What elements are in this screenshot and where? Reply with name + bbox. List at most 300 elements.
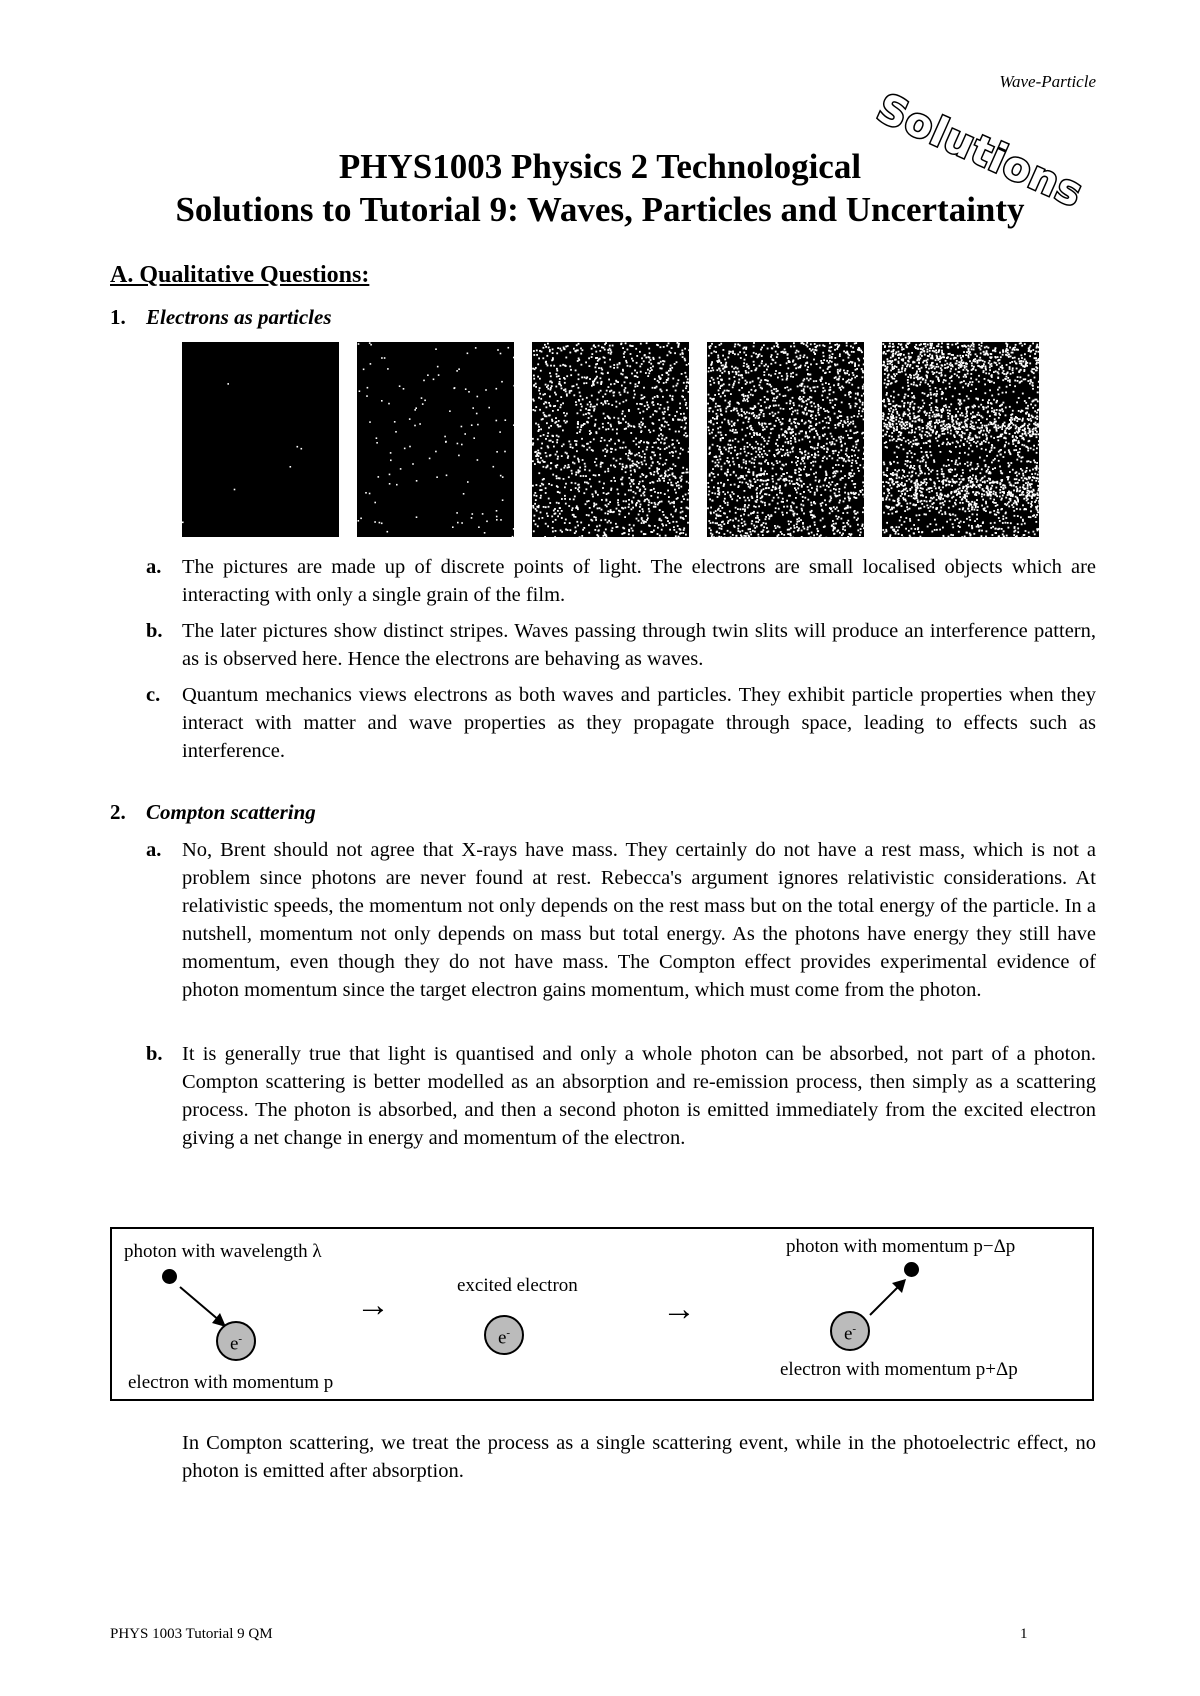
film-speck — [735, 373, 737, 375]
film-speck — [823, 485, 825, 487]
film-speck — [374, 502, 376, 504]
film-speck — [1028, 349, 1030, 351]
film-speck — [729, 447, 731, 449]
film-speck — [1015, 425, 1017, 427]
film-speck — [944, 364, 946, 366]
film-speck — [536, 354, 538, 356]
film-speck — [598, 392, 600, 394]
film-speck — [775, 473, 777, 475]
film-speck — [682, 352, 684, 354]
film-speck — [835, 427, 837, 429]
film-speck — [632, 463, 634, 465]
film-speck — [896, 426, 898, 428]
film-speck — [729, 494, 731, 496]
film-speck — [552, 348, 554, 350]
film-speck — [744, 446, 746, 448]
film-speck — [803, 505, 805, 507]
film-speck — [616, 433, 618, 435]
film-speck — [892, 472, 894, 474]
film-speck — [636, 372, 638, 374]
film-speck — [738, 379, 740, 381]
film-speck — [844, 508, 846, 510]
film-speck — [991, 374, 993, 376]
film-speck — [602, 396, 604, 398]
film-speck — [610, 366, 612, 368]
film-speck — [992, 534, 994, 536]
film-speck — [733, 463, 735, 465]
film-speck — [672, 455, 674, 457]
film-speck — [855, 460, 857, 462]
film-speck — [987, 406, 989, 408]
film-speck — [828, 416, 830, 418]
film-speck — [734, 381, 736, 383]
film-speck — [639, 510, 641, 512]
film-speck — [589, 413, 591, 415]
film-speck — [759, 409, 761, 411]
film-speck — [633, 440, 635, 442]
film-speck — [792, 431, 794, 433]
film-speck — [578, 487, 580, 489]
film-speck — [1030, 503, 1032, 505]
film-speck — [818, 414, 820, 416]
film-speck — [624, 494, 626, 496]
film-speck — [720, 432, 722, 434]
film-speck — [606, 400, 608, 402]
film-speck — [905, 413, 907, 415]
film-speck — [374, 521, 376, 523]
film-speck — [882, 435, 884, 437]
film-speck — [563, 478, 565, 480]
film-speck — [892, 351, 894, 353]
film-speck — [632, 460, 634, 462]
film-speck — [925, 478, 927, 480]
film-speck — [665, 516, 667, 518]
film-speck — [844, 421, 846, 423]
film-speck — [764, 401, 766, 403]
film-speck — [1026, 497, 1028, 499]
film-speck — [564, 378, 566, 380]
film-speck — [775, 443, 777, 445]
film-speck — [600, 464, 602, 466]
film-speck — [673, 526, 675, 528]
film-speck — [661, 501, 663, 503]
film-speck — [743, 459, 745, 461]
film-speck — [633, 491, 635, 493]
film-speck — [716, 515, 718, 517]
film-speck — [986, 455, 988, 457]
film-speck — [674, 363, 676, 365]
film-speck — [540, 485, 542, 487]
film-speck — [998, 373, 1000, 375]
film-speck — [790, 507, 792, 509]
film-speck — [678, 442, 680, 444]
film-speck — [1005, 351, 1007, 353]
film-speck — [936, 421, 938, 423]
film-speck — [994, 514, 996, 516]
film-speck — [803, 388, 805, 390]
film-speck — [538, 426, 540, 428]
film-speck — [790, 400, 792, 402]
film-speck — [610, 353, 612, 355]
film-speck — [942, 527, 944, 529]
film-speck — [972, 411, 974, 413]
film-speck — [1008, 451, 1010, 453]
film-speck — [905, 460, 907, 462]
film-speck — [746, 475, 748, 477]
film-speck — [1018, 397, 1020, 399]
film-speck — [535, 383, 537, 385]
film-speck — [840, 441, 842, 443]
film-speck — [814, 503, 816, 505]
film-speck — [936, 390, 938, 392]
film-speck — [713, 486, 715, 488]
film-speck — [688, 482, 689, 484]
film-speck — [633, 497, 635, 499]
film-speck — [909, 416, 911, 418]
film-speck — [596, 357, 598, 359]
film-speck — [734, 346, 736, 348]
film-speck — [607, 522, 609, 524]
film-speck — [774, 455, 776, 457]
film-speck — [805, 432, 807, 434]
film-speck — [925, 364, 927, 366]
film-speck — [465, 388, 467, 390]
film-speck — [760, 379, 762, 381]
film-speck — [556, 435, 558, 437]
film-speck — [831, 458, 833, 460]
film-speck — [792, 435, 794, 437]
film-speck — [556, 477, 558, 479]
film-speck — [781, 512, 783, 514]
film-speck — [643, 441, 645, 443]
film-speck — [972, 368, 974, 370]
film-speck — [591, 353, 593, 355]
film-speck — [1037, 485, 1039, 487]
film-speck — [550, 365, 552, 367]
film-speck — [719, 387, 721, 389]
film-speck — [594, 425, 596, 427]
film-speck — [796, 356, 798, 358]
film-speck — [680, 517, 682, 519]
film-speck — [635, 348, 637, 350]
film-speck — [404, 448, 406, 450]
film-speck — [535, 508, 537, 510]
film-speck — [610, 424, 612, 426]
film-speck — [852, 372, 854, 374]
film-speck — [788, 480, 790, 482]
film-speck — [711, 500, 713, 502]
film-speck — [904, 463, 906, 465]
film-speck — [825, 382, 827, 384]
film-speck — [585, 503, 587, 505]
film-speck — [1035, 516, 1037, 518]
film-speck — [977, 465, 979, 467]
film-speck — [662, 464, 664, 466]
film-speck — [585, 362, 587, 364]
film-speck — [907, 395, 909, 397]
film-speck — [628, 452, 630, 454]
film-speck — [848, 498, 850, 500]
film-speck — [556, 442, 558, 444]
film-speck — [760, 448, 762, 450]
film-speck — [750, 534, 752, 536]
film-speck — [975, 475, 977, 477]
film-speck — [623, 442, 625, 444]
film-speck — [601, 369, 603, 371]
film-speck — [851, 469, 853, 471]
film-speck — [972, 474, 974, 476]
film-speck — [849, 525, 851, 527]
film-speck — [802, 439, 804, 441]
film-speck — [945, 360, 947, 362]
film-speck — [813, 473, 815, 475]
film-speck — [760, 473, 762, 475]
film-speck — [607, 468, 609, 470]
film-speck — [845, 453, 847, 455]
film-speck — [981, 493, 983, 495]
film-speck — [921, 492, 923, 494]
film-speck — [788, 520, 790, 522]
film-speck — [610, 480, 612, 482]
film-speck — [436, 476, 438, 478]
film-speck — [598, 474, 600, 476]
film-speck — [968, 448, 970, 450]
film-speck — [1015, 428, 1017, 430]
film-speck — [908, 353, 910, 355]
film-speck — [745, 417, 747, 419]
film-speck — [742, 439, 744, 441]
film-speck — [978, 493, 980, 495]
film-speck — [986, 471, 988, 473]
film-speck — [576, 505, 578, 507]
film-speck — [719, 344, 721, 346]
film-speck — [796, 513, 798, 515]
film-speck — [724, 390, 726, 392]
film-speck — [993, 399, 995, 401]
film-speck — [605, 393, 607, 395]
film-speck — [661, 529, 663, 531]
film-speck — [654, 378, 656, 380]
film-speck — [578, 490, 580, 492]
film-speck — [831, 441, 833, 443]
film-speck — [679, 403, 681, 405]
film-speck — [599, 525, 601, 527]
film-speck — [790, 346, 792, 348]
film-speck — [543, 403, 545, 405]
film-speck — [891, 351, 893, 353]
film-speck — [940, 510, 942, 512]
film-speck — [597, 382, 599, 384]
film-speck — [996, 495, 998, 497]
film-speck — [657, 461, 659, 463]
film-speck — [620, 394, 622, 396]
film-speck — [622, 527, 624, 529]
film-speck — [712, 369, 714, 371]
film-speck — [708, 490, 710, 492]
film-speck — [718, 381, 720, 383]
film-speck — [751, 355, 753, 357]
film-speck — [907, 439, 909, 441]
film-speck — [669, 428, 671, 430]
film-speck — [615, 449, 617, 451]
film-speck — [671, 367, 673, 369]
film-speck — [970, 423, 972, 425]
film-speck — [997, 425, 999, 427]
film-speck — [743, 411, 745, 413]
film-speck — [756, 434, 758, 436]
film-speck — [936, 494, 938, 496]
film-speck — [987, 469, 989, 471]
film-speck — [755, 517, 757, 519]
film-speck — [542, 460, 544, 462]
film-speck — [896, 366, 898, 368]
film-speck — [861, 368, 863, 370]
film-speck — [830, 496, 832, 498]
film-speck — [941, 494, 943, 496]
film-speck — [657, 438, 659, 440]
film-speck — [670, 482, 672, 484]
film-speck — [892, 355, 894, 357]
film-speck — [727, 504, 729, 506]
film-speck — [659, 427, 661, 429]
film-speck — [556, 475, 558, 477]
film-speck — [863, 384, 864, 386]
film-speck — [550, 468, 552, 470]
film-speck — [656, 395, 658, 397]
film-speck — [786, 362, 788, 364]
film-speck — [543, 394, 545, 396]
film-speck — [815, 415, 817, 417]
film-speck — [732, 440, 734, 442]
film-speck — [496, 516, 498, 518]
film-speck — [664, 463, 666, 465]
film-speck — [711, 343, 713, 345]
film-speck — [933, 414, 935, 416]
film-speck — [909, 461, 911, 463]
film-speck — [758, 506, 760, 508]
film-speck — [642, 451, 644, 453]
film-speck — [586, 443, 588, 445]
film-speck — [779, 526, 781, 528]
film-speck — [710, 364, 712, 366]
film-speck — [607, 513, 609, 515]
film-speck — [657, 504, 659, 506]
film-speck — [822, 384, 824, 386]
film-speck — [1032, 349, 1034, 351]
film-speck — [618, 422, 620, 424]
film-speck — [799, 478, 801, 480]
film-speck — [1029, 470, 1031, 472]
film-speck — [658, 381, 660, 383]
film-speck — [1012, 367, 1014, 369]
film-speck — [781, 375, 783, 377]
film-speck — [729, 423, 731, 425]
film-speck — [711, 367, 713, 369]
film-speck — [595, 351, 597, 353]
film-speck — [882, 529, 884, 531]
film-speck — [772, 500, 774, 502]
film-speck — [618, 418, 620, 420]
film-speck — [797, 413, 799, 415]
film-speck — [730, 519, 732, 521]
film-speck — [756, 501, 758, 503]
film-speck — [759, 353, 761, 355]
film-speck — [855, 403, 857, 405]
film-speck — [853, 374, 855, 376]
film-speck — [1004, 451, 1006, 453]
film-speck — [1030, 447, 1032, 449]
film-speck — [798, 398, 800, 400]
film-speck — [649, 370, 651, 372]
film-speck — [409, 418, 411, 420]
film-speck — [610, 451, 612, 453]
film-speck — [857, 524, 859, 526]
film-speck — [667, 482, 669, 484]
film-speck — [622, 369, 624, 371]
film-speck — [642, 508, 644, 510]
film-speck — [620, 479, 622, 481]
film-speck — [1036, 447, 1038, 449]
film-speck — [848, 533, 850, 535]
film-speck — [949, 410, 951, 412]
film-speck — [893, 461, 895, 463]
film-speck — [978, 344, 980, 346]
film-speck — [550, 380, 552, 382]
film-speck — [667, 409, 669, 411]
film-speck — [446, 475, 448, 477]
film-speck — [780, 531, 782, 533]
film-speck — [635, 444, 637, 446]
film-speck — [630, 382, 632, 384]
film-speck — [976, 414, 978, 416]
film-speck — [616, 406, 618, 408]
film-speck — [785, 463, 787, 465]
film-speck — [796, 492, 798, 494]
film-speck — [805, 400, 807, 402]
film-speck — [463, 493, 465, 495]
film-speck — [834, 357, 836, 359]
film-speck — [897, 413, 899, 415]
film-speck — [808, 380, 810, 382]
film-speck — [835, 450, 837, 452]
film-speck — [721, 434, 723, 436]
film-speck — [856, 368, 858, 370]
film-speck — [557, 515, 559, 517]
film-speck — [852, 347, 854, 349]
film-speck — [653, 474, 655, 476]
film-speck — [625, 387, 627, 389]
film-speck — [456, 370, 458, 372]
film-speck — [634, 394, 636, 396]
film-speck — [918, 519, 920, 521]
film-speck — [732, 351, 734, 353]
film-speck — [713, 536, 715, 537]
film-speck — [811, 454, 813, 456]
film-speck — [1028, 423, 1030, 425]
film-speck — [658, 478, 660, 480]
film-speck — [810, 502, 812, 504]
film-speck — [388, 403, 390, 405]
film-speck — [793, 346, 795, 348]
film-speck — [853, 496, 855, 498]
film-speck — [617, 493, 619, 495]
film-speck — [803, 343, 805, 345]
film-speck — [907, 364, 909, 366]
film-speck — [710, 345, 712, 347]
film-speck — [820, 486, 822, 488]
film-speck — [759, 451, 761, 453]
film-speck — [661, 475, 663, 477]
